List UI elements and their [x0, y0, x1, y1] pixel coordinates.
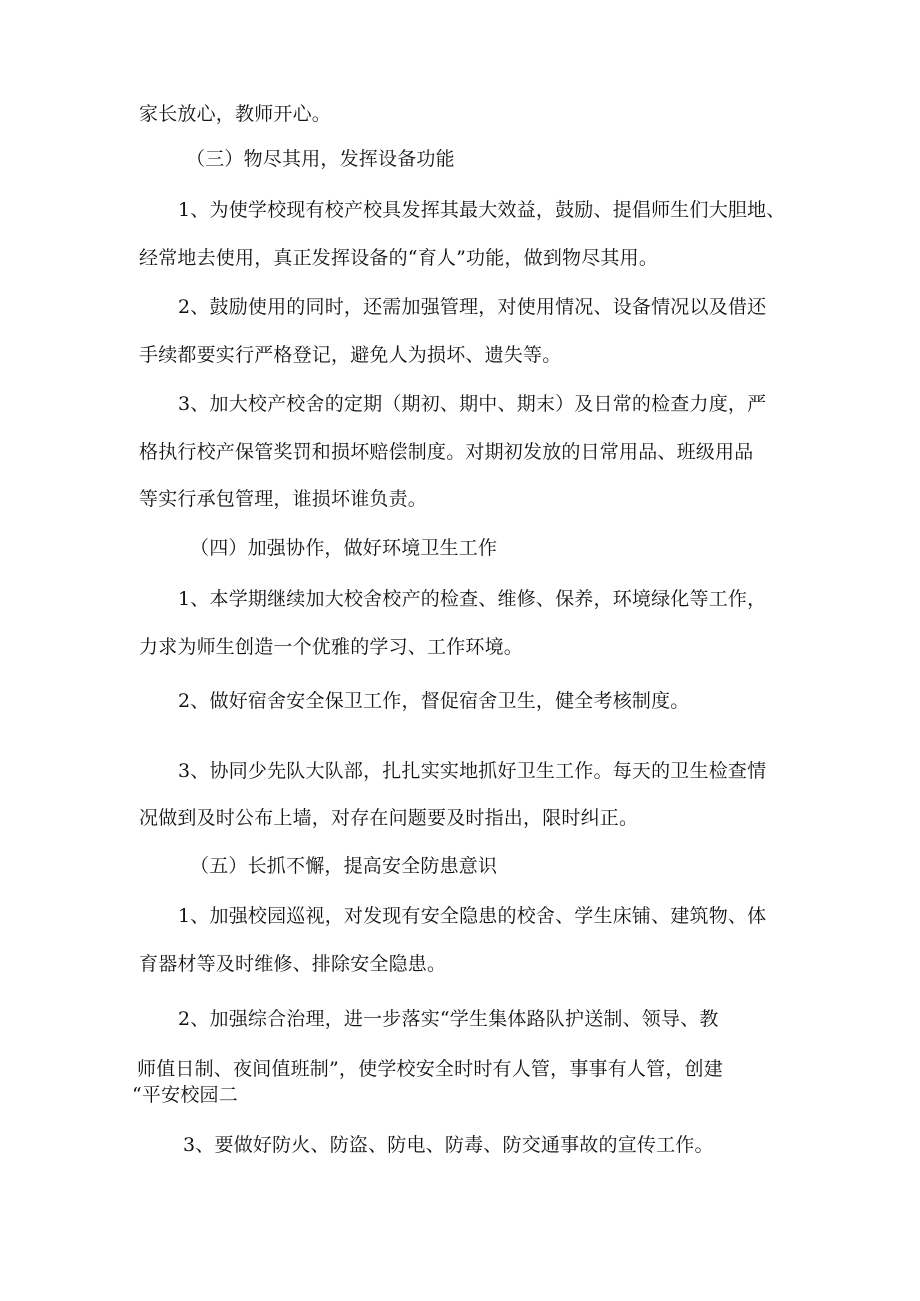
text-line: 手续都要实行严格登记，避免人为损坏、遗失等。 — [139, 344, 562, 366]
text-line: 1、加强校园巡视，对发现有安全隐患的校舍、学生床铺、建筑物、体 — [178, 905, 767, 927]
text-line: 格执行校产保管奖罚和损坏赔偿制度。对期初发放的日常用品、班级用品 — [139, 441, 754, 463]
section-heading: （四）加强协作，做好环境卫生工作 — [190, 537, 498, 559]
section-heading: （五）长抓不懈，提高安全防患意识 — [190, 855, 498, 877]
text-line: 1、为使学校现有校产校具发挥其最大效益，鼓励、提倡师生们大胆地、 — [178, 199, 786, 221]
text-line: 2、加强综合治理，进一步落实“学生集体路队护送制、领导、教 — [178, 1008, 719, 1030]
text-line: 育器材等及时维修、排除安全隐患。 — [139, 953, 447, 975]
text-line: 2、做好宿舍安全保卫工作，督促宿舍卫生，健全考核制度。 — [178, 690, 690, 712]
text-line: 3、要做好防火、防盗、防电、防毒、防交通事故的宣传工作。 — [183, 1134, 714, 1156]
text-line: 力求为师生创造一个优雅的学习、工作环境。 — [139, 636, 524, 658]
text-line: 况做到及时公布上墙，对存在问题要及时指出，限时纠正。 — [139, 807, 639, 829]
section-heading: （三）物尽其用，发挥设备功能 — [186, 148, 455, 170]
text-line: 经常地去使用，真正发挥设备的“育人”功能，做到物尽其用。 — [139, 247, 659, 269]
text-line: 等实行承包管理，谁损坏谁负责。 — [139, 488, 428, 510]
text-line: 2、鼓励使用的同时，还需加强管理，对使用情况、设备情况以及借还 — [178, 296, 767, 318]
text-line: 1、本学期继续加大校舍校产的检查、维修、保养，环境绿化等工作， — [178, 588, 767, 610]
text-line: 3、协同少先队大队部，扎扎实实地抓好卫生工作。每天的卫生检查情 — [178, 760, 767, 782]
text-line: “平安校园二 — [132, 1084, 238, 1106]
text-line: 师值日制、夜间值班制”，使学校安全时时有人管，事事有人管，创建 — [137, 1058, 723, 1080]
text-line: 3、加大校产校舍的定期（期初、期中、期末）及日常的检查力度，严 — [178, 393, 767, 415]
text-line: 家长放心，教师开心。 — [139, 103, 332, 125]
